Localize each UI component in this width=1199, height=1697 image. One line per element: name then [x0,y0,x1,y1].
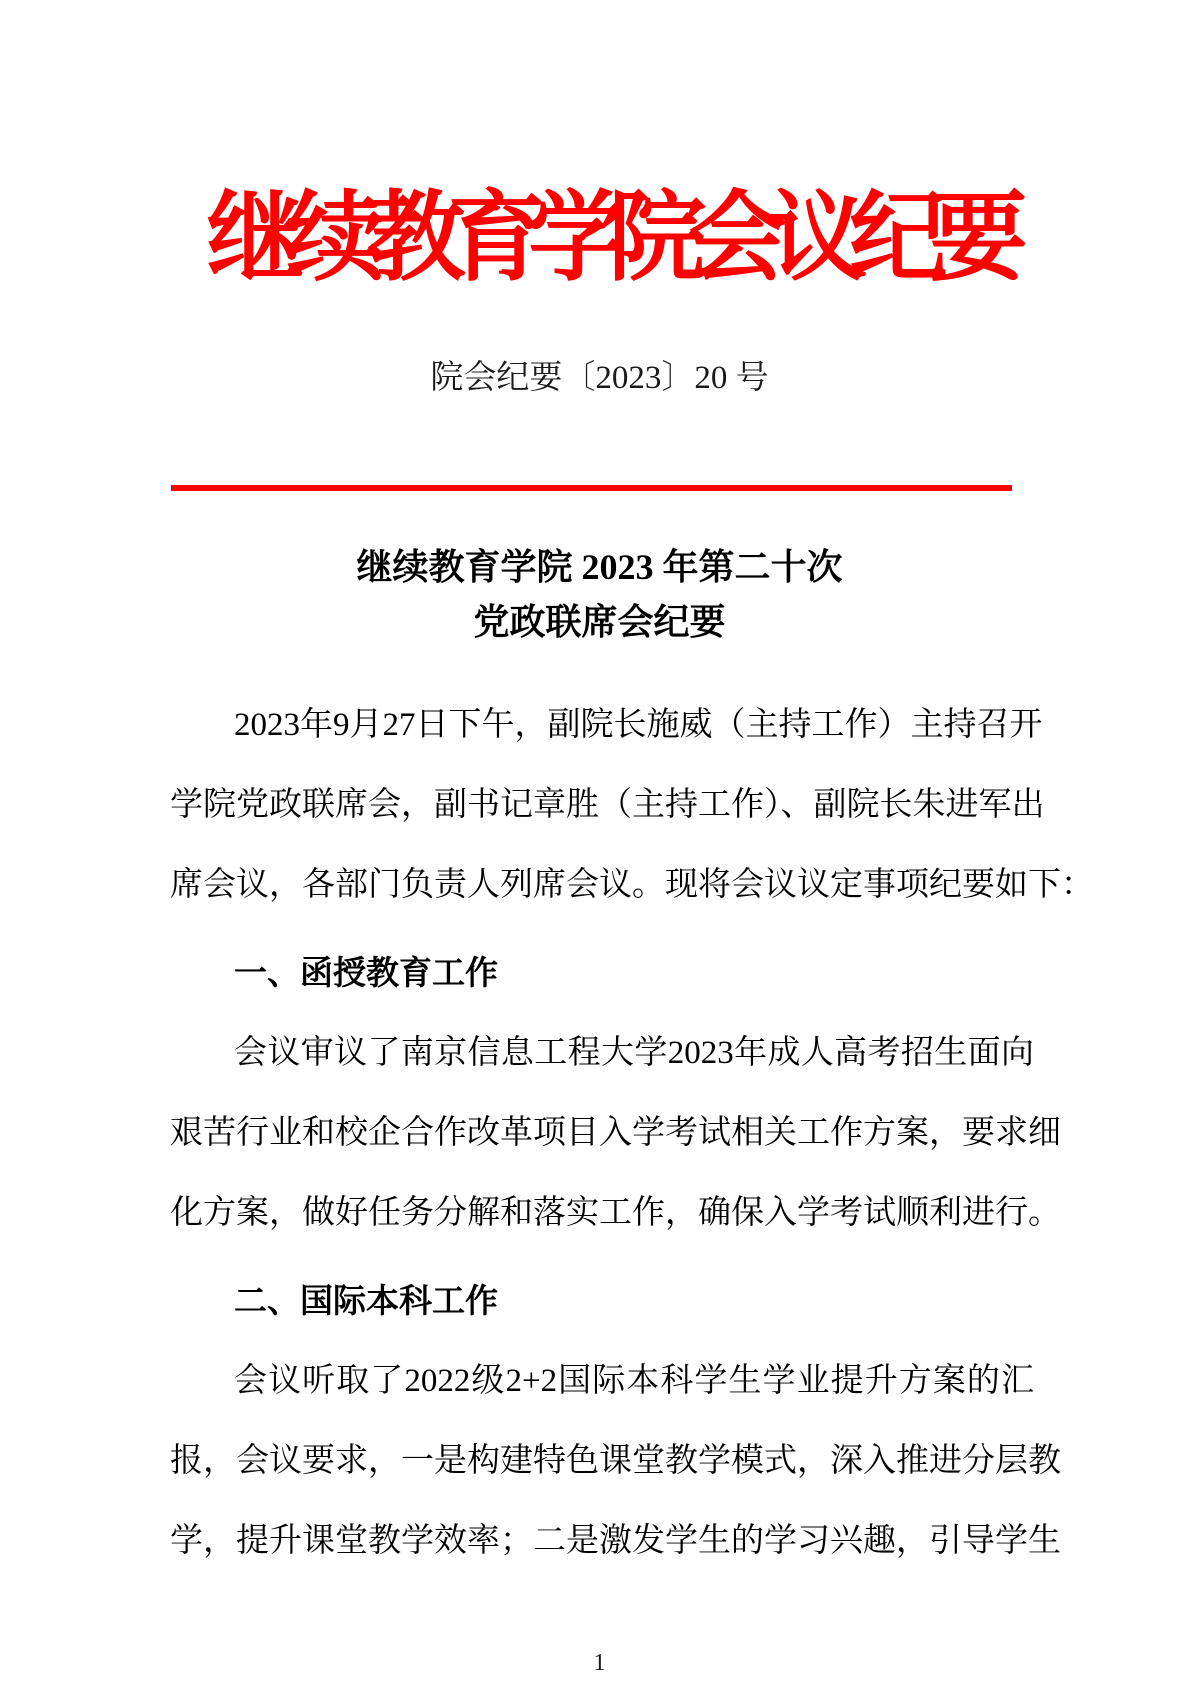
meeting-title [0,540,1199,650]
paragraph-line: 报，会议要求，一是构建特色课堂教学模式，深入推进分层教 [170,1443,1061,1479]
page-number: 1 [593,1650,606,1676]
section-heading: 一、函授教育工作 [234,954,498,991]
paragraph-line: 化方案，做好任务分解和落实工作，确保入学考试顺利进行。 [170,1195,1061,1231]
meeting-title-line1: 继续教育学院 2023 年第二十次 [356,547,843,587]
meeting-title-line2: 党政联席会纪要 [473,602,726,642]
red-divider-line [171,485,1012,491]
section-heading: 二、国际本科工作 [234,1282,498,1319]
document-number: 院会纪要〔2023〕20 号 [430,360,769,396]
paragraph-line: 会议听取了2022级2+2国际本科学生学业提升方案的汇 [234,1363,1034,1399]
paragraph-line: 2023年9月27日下午，副院长施威（主持工作）主持召开 [234,707,1043,743]
paragraph-line: 艰苦行业和校企合作改革项目入学考试相关工作方案，要求细 [170,1115,1061,1151]
paragraph-line: 学院党政联席会，副书记章胜（主持工作）、副院长朱进军出 [170,787,1045,823]
paragraph-line: 学，提升课堂教学效率；二是激发学生的学习兴趣，引导学生 [170,1523,1061,1559]
document-main-title: 继续教育学院会议纪要 [206,185,1011,293]
paragraph-line: 席会议，各部门负责人列席会议。现将会议议定事项纪要如下： [170,867,1094,903]
document-body [170,685,1094,1581]
paragraph-line: 会议审议了南京信息工程大学2023年成人高考招生面向 [234,1035,1034,1071]
